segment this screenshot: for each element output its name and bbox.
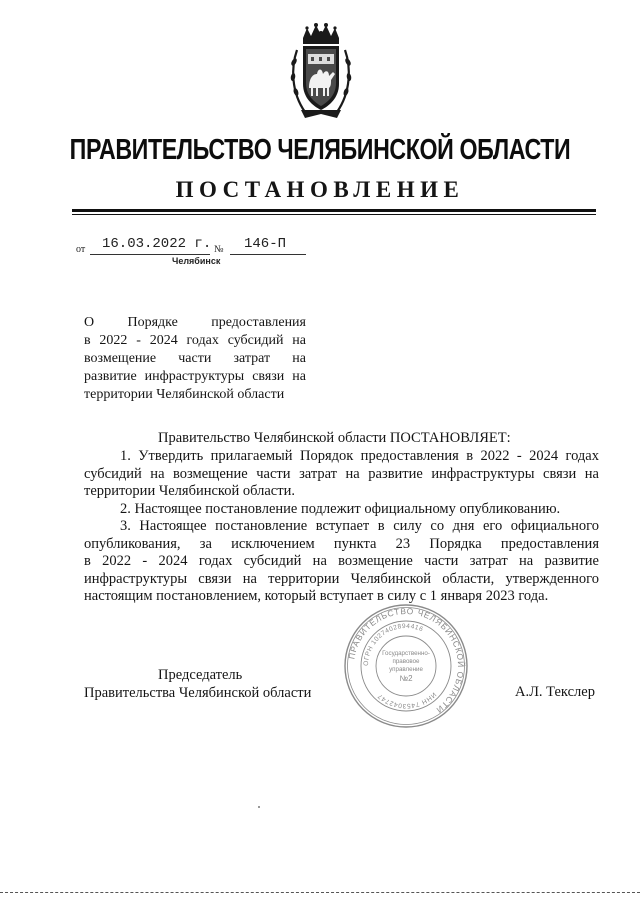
body-text xyxy=(84,448,599,606)
date-underline xyxy=(90,254,210,255)
scan-speck xyxy=(258,806,260,808)
page-bottom-edge xyxy=(0,892,640,893)
signatory-position-line: Правительства Челябинской области xyxy=(84,685,312,701)
header-rule-thick xyxy=(72,209,596,212)
signatory-name: А.Л. Текслер xyxy=(515,684,595,700)
number-label: № xyxy=(214,244,224,255)
date-value: 16.03.2022 г. xyxy=(102,236,212,252)
coat-of-arms-emblem xyxy=(289,22,353,122)
number-underline xyxy=(230,254,306,255)
body-line: опубликования, за исключением пункта 23 Порядка предоставления xyxy=(84,535,599,552)
body-line: 1. Утвердить прилагаемый Порядок предоставления в 2022 - 2024 годах xyxy=(120,448,599,464)
stamp-inn-text: ИНН 7453042747 xyxy=(376,690,438,710)
body-line: настоящим постановлением, который вступает в силу с 1 января 2023 года. xyxy=(84,588,549,604)
official-stamp xyxy=(343,603,469,729)
stamp-center-line: №2 xyxy=(399,674,413,683)
signatory-position-line: Председатель xyxy=(158,667,243,683)
header-rule-thin xyxy=(72,214,596,215)
subject-line: возмещение части затрат на xyxy=(84,351,306,366)
stamp-center-line: управление xyxy=(389,666,423,673)
stamp-center-line: Государственно- xyxy=(382,650,430,657)
stamp-outer-text: ПРАВИТЕЛЬСТВО ЧЕЛЯБИНСКОЙ ОБЛАСТИ xyxy=(346,605,467,716)
subject-line: территории Челябинской области xyxy=(84,387,285,402)
subject-block xyxy=(84,314,306,404)
body-lead: Правительство Челябинской области ПОСТАНОВЛЯЕТ: xyxy=(158,430,511,446)
document-type-heading: ПОСТАНОВЛЕНИЕ xyxy=(175,177,465,202)
government-title: ПРАВИТЕЛЬСТВО ЧЕЛЯБИНСКОЙ ОБЛАСТИ xyxy=(69,134,571,166)
body-line: территории Челябинской области. xyxy=(84,483,295,499)
body-line: инфраструктуры связи на территории Челябинской области, утвержденного xyxy=(84,570,599,587)
body-line: в 2022 - 2024 годах субсидий на возмещение части затрат на развитие xyxy=(84,553,599,569)
stamp-ogrn-text: ОГРН 1027402894416 xyxy=(362,622,425,667)
date-label: от xyxy=(76,244,86,255)
subject-line: развитие инфраструктуры связи на xyxy=(84,369,306,384)
signatory-position xyxy=(84,666,324,702)
body-line: 2. Настоящее постановление подлежит официальному опубликованию. xyxy=(120,500,561,517)
body-line: субсидий на возмещение части затрат на развитие инфраструктуры связи на xyxy=(84,465,599,482)
city-label: Челябинск xyxy=(172,256,221,266)
subject-line: в 2022 - 2024 годах субсидий на xyxy=(84,333,306,348)
body-line: 3. Настоящее постановление вступает в силу со дня его официального xyxy=(120,518,599,534)
stamp-center-line: правовое xyxy=(392,658,420,665)
subject-line: О Порядке предоставления xyxy=(84,315,306,330)
number-value: 146-П xyxy=(244,236,287,252)
